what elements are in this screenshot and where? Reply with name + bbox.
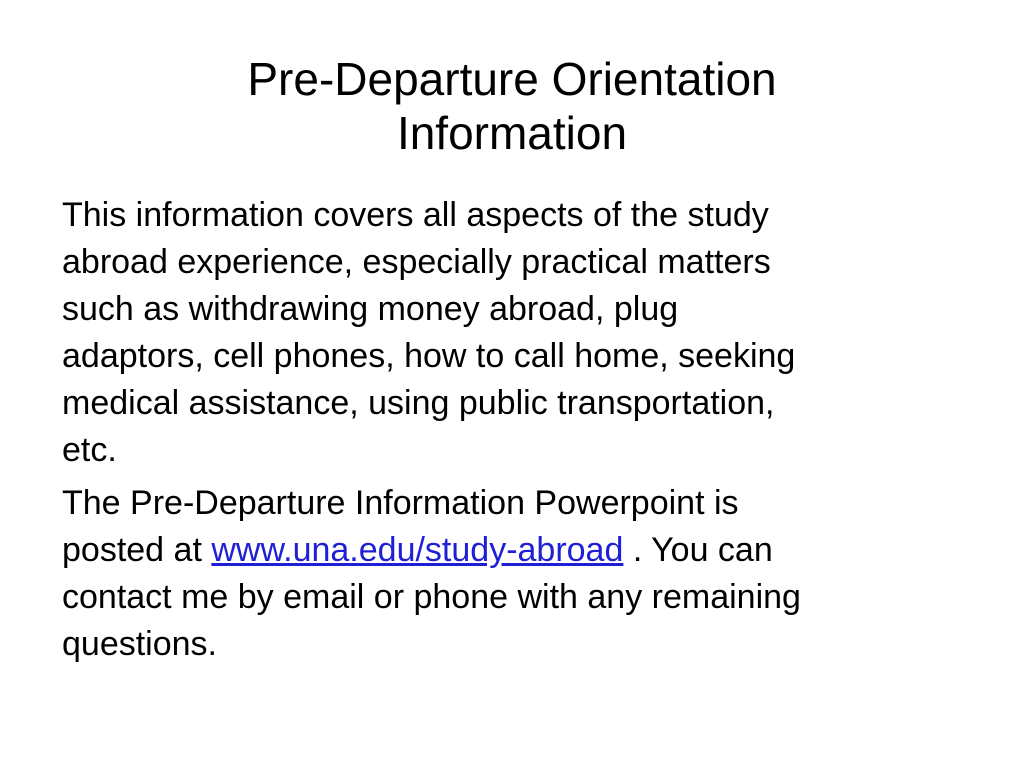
body-line: This information covers all aspects of the study	[62, 196, 769, 234]
body-line: such as withdrawing money abroad, plug	[62, 290, 679, 328]
body-text: posted at	[62, 531, 212, 569]
body-line: abroad experience, especially practical matters	[62, 243, 771, 281]
body-line: The Pre-Departure Information Powerpoint is	[62, 484, 739, 522]
body-line: adaptors, cell phones, how to call home, seeking	[62, 337, 796, 375]
body-line: etc.	[62, 431, 117, 469]
body-line: medical assistance, using public transportation,	[62, 384, 775, 422]
title-line: Pre-Departure Orientation	[247, 53, 777, 105]
title-line: Information	[396, 107, 628, 159]
body-line: questions.	[62, 625, 217, 663]
paragraph-intro	[62, 192, 962, 474]
paragraph-powerpoint	[62, 480, 962, 668]
body-line: contact me by email or phone with any remaining	[62, 578, 801, 616]
study-abroad-link[interactable]: www.una.edu/study-abroad	[211, 531, 624, 569]
body-line-with-link	[62, 527, 962, 574]
slide-title	[100, 52, 924, 160]
slide-body	[62, 192, 962, 674]
body-text: . You can	[623, 531, 773, 569]
